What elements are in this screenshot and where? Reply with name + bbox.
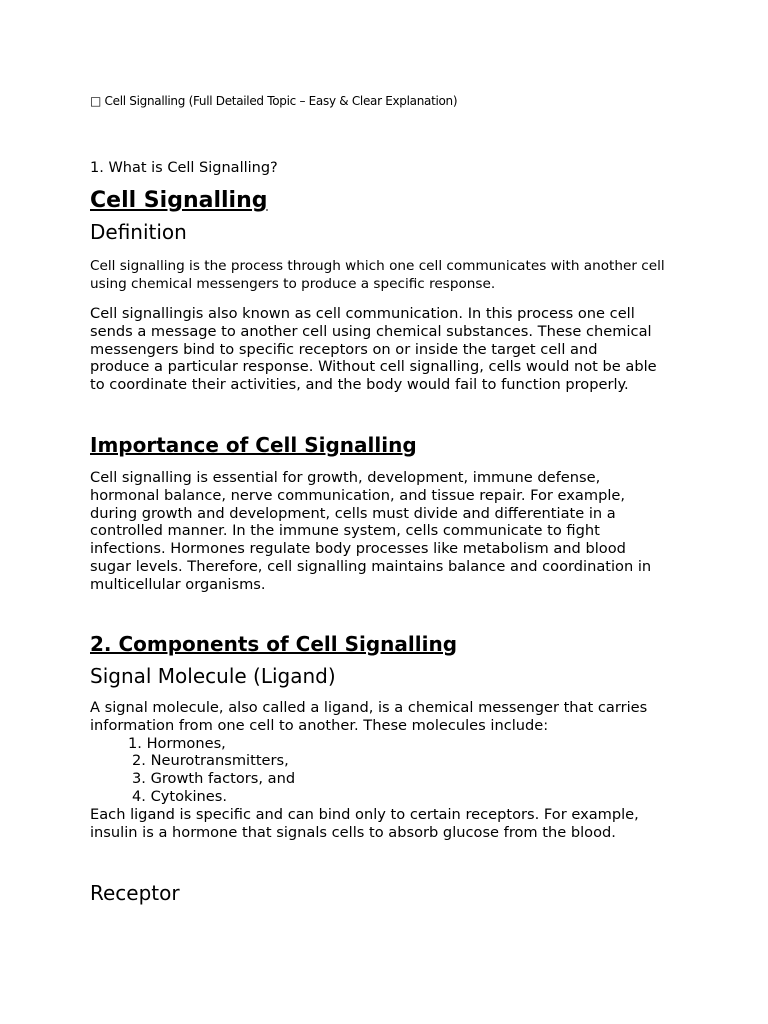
list-item: 3. Growth factors, and [132,770,296,788]
text-line: insulin is a hormone that signals cells to absorb glucose from the blood. [90,823,616,841]
text-line: A signal molecule, also called a ligand, is a chemical messenger that carries [90,699,648,716]
importance-paragraph [90,469,690,594]
text-line: to coordinate their activities, and the body would fail to function properly. [90,376,629,394]
signal-molecule-heading: Signal Molecule (Ligand) [90,664,336,688]
receptor-heading: Receptor [90,881,180,905]
text-line: messengers bind to specific receptors on or inside the target cell and [90,340,598,358]
text-line: using chemical messengers to produce a specific response. [90,275,496,292]
text-line: produce a particular response. Without cell signalling, cells would not be able [90,358,657,376]
document-top-note: □ Cell Signalling (Full Detailed Topic – Easy & Clear Explanation) [90,94,458,108]
text-line: hormonal balance, nerve communication, and tissue repair. For example, [90,486,626,504]
components-heading: 2. Components of Cell Signalling [90,632,458,656]
text-line: sends a message to another cell using chemical substances. These chemical [90,322,652,340]
text-line: Cell signalling is essential for growth, development, immune defense, [90,469,601,486]
text-line: Cell signallingis also known as cell communication. In this process one cell [90,305,635,322]
text-line: during growth and development, cells must divide and differentiate in a [90,504,616,522]
text-line: Each ligand is specific and can bind only to certain receptors. For example, [90,805,639,823]
document-title: Cell Signalling [90,188,268,213]
list-item: 1. Hormones, [128,734,226,752]
signal-molecule-body [90,699,690,841]
definition-detail [90,305,690,394]
importance-heading: Importance of Cell Signalling [90,433,417,457]
text-line: Cell signalling is the process through which one cell communicates with another cell [90,258,665,274]
text-line: sugar levels. Therefore, cell signalling maintains balance and coordination in [90,557,652,575]
text-line: multicellular organisms. [90,575,266,593]
list-item: 2. Neurotransmitters, [132,752,289,770]
question-heading: 1. What is Cell Signalling? [90,160,278,176]
text-line: information from one cell to another. These molecules include: [90,716,549,734]
list-item: 4. Cytokines. [132,787,228,805]
definition-heading: Definition [90,220,187,244]
text-line: controlled manner. In the immune system, cells communicate to fight [90,522,600,540]
text-line: infections. Hormones regulate body processes like metabolism and blood [90,540,626,558]
definition-summary [90,258,690,293]
